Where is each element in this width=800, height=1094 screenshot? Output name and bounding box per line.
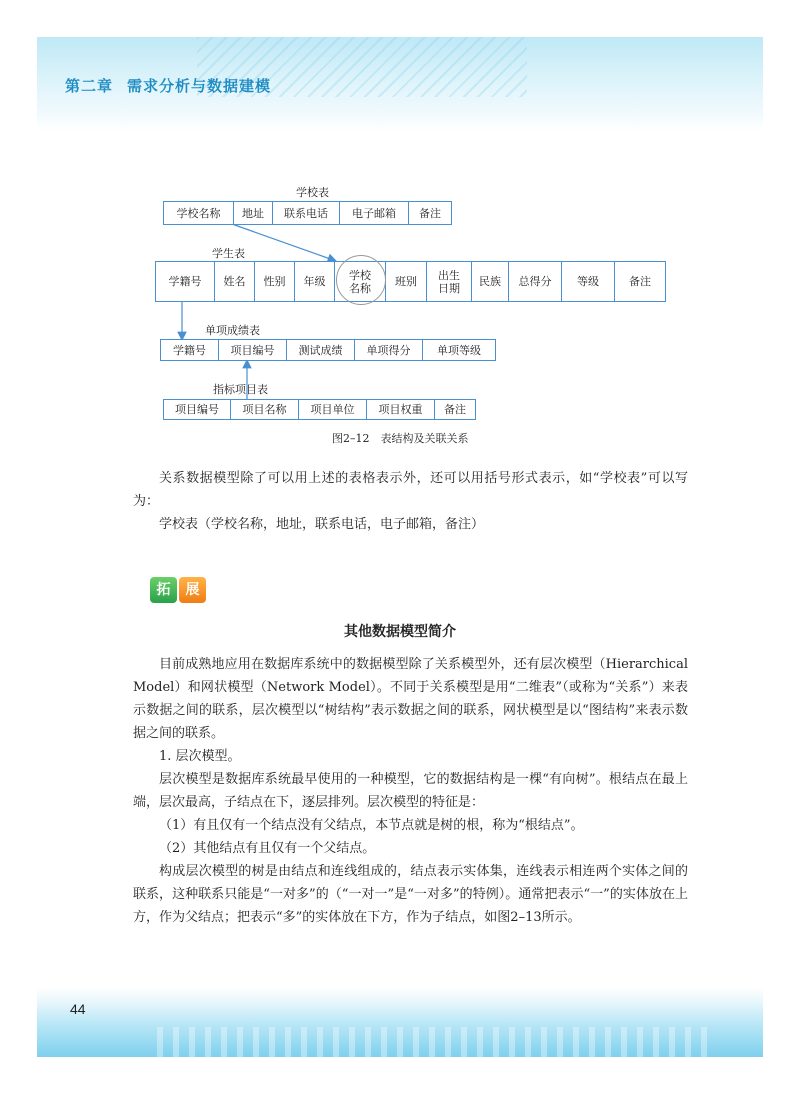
relation-arrows: [0, 0, 800, 460]
student-field-level: 等级: [561, 262, 614, 301]
score-field-id: 学籍号: [173, 343, 206, 357]
student-field-birth: 出生 日期: [426, 262, 471, 301]
paragraph-7: （2）其他结点有且仅有一个父结点。: [159, 841, 376, 856]
student-field-school: 学校 名称: [334, 262, 385, 301]
student-field-grade: 年级: [294, 262, 334, 301]
paragraph-4: 1. 层次模型。: [159, 749, 241, 764]
chapter-number: 第二章: [65, 77, 114, 95]
school-table-title: 学校表: [296, 186, 329, 199]
student-table: [155, 261, 666, 302]
score-field-item: 项目编号: [218, 340, 286, 360]
score-field-points: 单项得分: [354, 340, 422, 360]
item-field-name: 项目名称: [230, 400, 298, 419]
school-field-email: 电子邮箱: [339, 202, 408, 224]
student-table-title: 学生表: [212, 247, 245, 260]
item-field-id: 项目编号: [175, 403, 219, 416]
score-table-title: 单项成绩表: [205, 324, 260, 337]
student-field-note: 备注: [614, 262, 665, 301]
paragraph-3: 目前成熟地应用在数据库系统中的数据模型除了关系模型外，还有层次模型（Hierarchical Model）和网状模型（Network Model）。不同于关系模型是用“二维表”（或称为“关系”）来表示数据之间的联系，层次模型以“树结构”表示数据之间的联系，网状模型是以“图结构”来表示数据之间的联系。: [133, 657, 688, 741]
school-field-phone: 联系电话: [272, 202, 339, 224]
school-field-address: 地址: [233, 202, 272, 224]
badge-char-2: 展: [179, 577, 206, 603]
item-field-note: 备注: [434, 400, 475, 419]
chapter-title: 需求分析与数据建模: [127, 77, 272, 95]
score-field-result: 测试成绩: [286, 340, 354, 360]
item-field-unit: 项目单位: [298, 400, 366, 419]
item-table-title: 指标项目表: [213, 383, 268, 396]
school-field-note: 备注: [408, 202, 451, 224]
badge-char-1: 拓: [150, 577, 177, 603]
extension-badge: [150, 577, 208, 603]
paragraph-8: 构成层次模型的树是由结点和连线组成的，结点表示实体集，连线表示相连两个实体之间的联系，这种联系只能是“一对多”的（“一对一”是“一对多”的特例）。通常把表示“一”的实体放在上方，作为父结点；把表示“多”的实体放在下方，作为子结点，如图2–13所示。: [133, 864, 688, 925]
arrow-school-to-student: [232, 224, 336, 261]
student-field-gender: 性别: [254, 262, 294, 301]
paragraph-5: 层次模型是数据库系统最早使用的一种模型，它的数据结构是一棵“有向树”。根结点在最上端，层次最高，子结点在下，逐层排列。层次模型的特征是：: [133, 772, 688, 810]
item-field-weight: 项目权重: [366, 400, 434, 419]
student-field-class: 班别: [385, 262, 426, 301]
school-field-name: 学校名称: [176, 206, 221, 220]
item-table: [163, 399, 476, 420]
student-field-total: 总得分: [508, 262, 561, 301]
student-field-name: 姓名: [214, 262, 254, 301]
figure-caption: 图2–12 表结构及关联关系: [332, 432, 469, 445]
highlight-circle: [336, 255, 386, 305]
school-table: [163, 201, 452, 225]
section-title: 其他数据模型简介: [344, 624, 456, 640]
student-field-id: 学籍号: [168, 275, 202, 288]
paragraph-2: 学校表（学校名称，地址，联系电话，电子邮箱，备注）: [159, 517, 485, 532]
score-field-level: 单项等级: [422, 340, 495, 360]
student-field-ethnicity: 民族: [471, 262, 508, 301]
footer-band: [37, 987, 763, 1057]
page-number: 44: [70, 1001, 86, 1017]
paragraph-1: 关系数据模型除了可以用上述的表格表示外，还可以用括号形式表示，如“学校表”可以写为：: [133, 471, 688, 509]
footer-decoration: [157, 1027, 717, 1057]
score-table: [160, 339, 496, 361]
paragraph-6: （1）有且仅有一个结点没有父结点，本节点就是树的根，称为“根结点”。: [159, 818, 584, 833]
